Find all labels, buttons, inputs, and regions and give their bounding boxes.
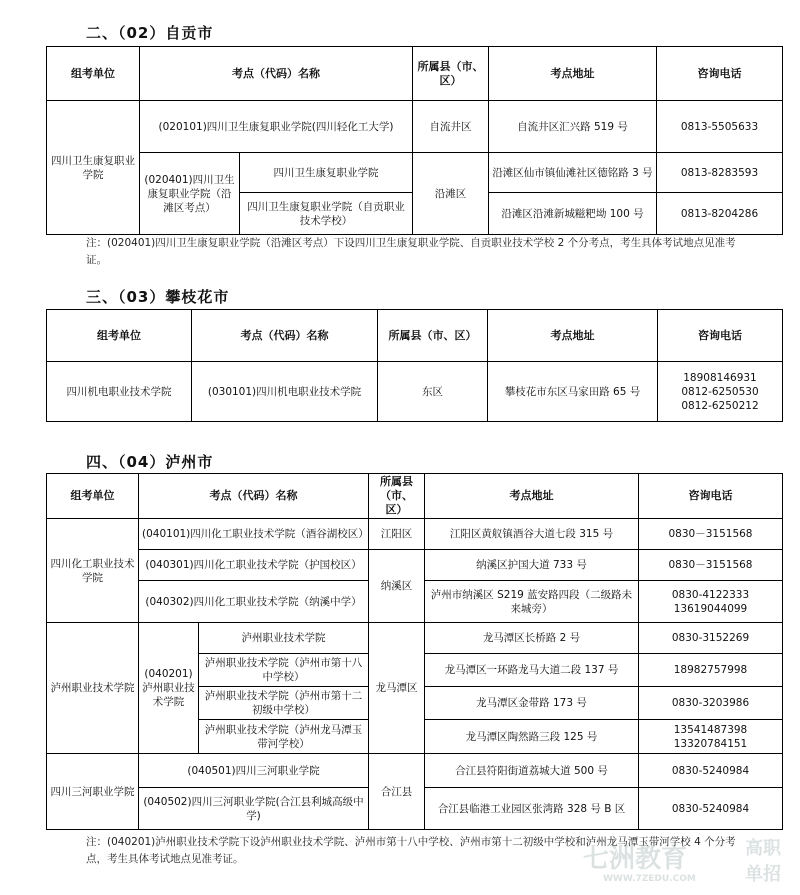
address: 自流井区汇兴路 519 号 [489,101,657,153]
address: 合江县临港工业园区张湾路 328 号 B 区 [425,788,639,830]
watermark-logo [575,830,800,895]
watermark-text: 单招 [745,864,781,885]
unit-cell: 四川机电职业技术学院 [47,362,192,422]
site-name: (040501)四川三河职业学院 [139,754,369,788]
header-address: 考点地址 [489,47,657,101]
sub-site-name: 四川卫生康复职业学院（自贡职业技术学校） [240,193,413,235]
address: 沿滩区仙市镇仙滩社区德铭路 3 号 [489,153,657,193]
header-address: 考点地址 [425,474,639,519]
phone: 0830-5240984 [639,754,783,788]
header-address: 考点地址 [488,310,658,362]
header-unit: 组考单位 [47,47,140,101]
phone [658,362,783,422]
header-phone: 咨询电话 [639,474,783,519]
county: 合江县 [369,754,425,830]
phone-line: 0812-6250530 [681,385,759,398]
site-name: (030101)四川机电职业技术学院 [192,362,378,422]
address: 龙马潭区陶然路三段 125 号 [425,720,639,754]
header-county: 所属县（市、区） [369,474,425,519]
phone: 0813-8204286 [657,193,783,235]
phone [639,720,783,754]
section-3-table [46,309,783,422]
phone-line: 0812-6250212 [681,399,759,412]
phone-line: 13619044099 [673,602,748,615]
section-2-note: 注：(020401)四川卫生康复职业学院（沿滩区考点）下设四川卫生康复职业学院、自贡职业技术学校 2 个分考点，考生具体考试地点见准考证。 [86,237,736,266]
address: 龙马潭区一环路龙马大道二段 137 号 [425,654,639,687]
address: 攀枝花市东区马家田路 65 号 [488,362,658,422]
sub-site-name: 泸州职业技术学院（泸州龙马潭玉带河学校） [199,720,369,754]
county: 沿滩区 [413,153,489,235]
site-name: (040302)四川化工职业技术学院（纳溪中学） [139,581,369,623]
address: 纳溪区护国大道 733 号 [425,550,639,581]
section-4-note: 注：(040201)泸州职业技术学院下设泸州职业技术学院、泸州市第十八中学校、泸州市第十二初级中学校和泸州龙马潭玉带河学校 4 个分考点，考生具体考试地点见准考证。 [86,836,736,865]
phone: 0813-8283593 [657,153,783,193]
section-2-heading: 二、（02）自贡市 [86,24,214,42]
site-name: (020101)四川卫生康复职业学院(四川轻化工大学) [140,101,413,153]
address: 泸州市纳溪区 S219 蓝安路四段（二级路未来城旁） [425,581,639,623]
site-name: (040502)四川三河职业学院(合江县利城高级中学) [139,788,369,830]
header-site: 考点（代码）名称 [139,474,369,519]
section-3-heading: 三、（03）攀枝花市 [86,288,230,306]
phone [639,581,783,623]
county: 自流井区 [413,101,489,153]
header-phone: 咨询电话 [657,47,783,101]
site-name: (040301)四川化工职业技术学院（护国校区） [139,550,369,581]
header-site: 考点（代码）名称 [140,47,413,101]
phone-line: 18908146931 [683,371,757,384]
phone: 0830-5240984 [639,788,783,830]
sub-site-name: 泸州职业技术学院（泸州市第十二初级中学校） [199,687,369,720]
phone-line: 13541487398 [673,723,748,736]
address: 龙马潭区金带路 173 号 [425,687,639,720]
county: 龙马潭区 [369,623,425,754]
address: 合江县符阳街道荔城大道 500 号 [425,754,639,788]
phone: 18982757998 [639,654,783,687]
watermark-text: 七洲教育 [583,844,688,874]
header-site: 考点（代码）名称 [192,310,378,362]
header-county: 所属县（市、区） [378,310,488,362]
section-4-heading: 四、（04）泸州市 [86,453,214,471]
phone: 0830-3203986 [639,687,783,720]
county: 东区 [378,362,488,422]
section-4-table [46,473,783,830]
unit-cell: 四川化工职业技术学院 [47,519,139,623]
phone: 0830-3152269 [639,623,783,654]
header-county: 所属县（市、区） [413,47,489,101]
phone-line: 0830-4122333 [671,588,750,601]
unit-cell: 四川卫生康复职业学院 [47,101,140,235]
unit-cell: 泸州职业技术学院 [47,623,139,754]
watermark-url: WWW.7ZEDU.COM [603,874,696,884]
section-2-table [46,46,783,235]
watermark-text: 高职 [745,838,781,859]
site-name: (040201)泸州职业技术学院 [139,623,199,754]
site-name: (020401)四川卫生康复职业学院（沿滩区考点） [140,153,240,235]
phone-line: 13320784151 [673,737,748,750]
address: 龙马潭区长桥路 2 号 [425,623,639,654]
unit-cell: 四川三河职业学院 [47,754,139,830]
address: 江阳区黄舣镇酒谷大道七段 315 号 [425,519,639,550]
sub-site-name: 四川卫生康复职业学院 [240,153,413,193]
phone: 0813-5505633 [657,101,783,153]
header-unit: 组考单位 [47,474,139,519]
site-name: (040101)四川化工职业技术学院（酒谷湖校区） [139,519,369,550]
sub-site-name: 泸州职业技术学院（泸州市第十八中学校） [199,654,369,687]
header-unit: 组考单位 [47,310,192,362]
county: 江阳区 [369,519,425,550]
address: 沿滩区沿滩新城糍粑坳 100 号 [489,193,657,235]
county: 纳溪区 [369,550,425,623]
sub-site-name: 泸州职业技术学院 [199,623,369,654]
header-phone: 咨询电话 [658,310,783,362]
phone: 0830－3151568 [639,550,783,581]
phone: 0830－3151568 [639,519,783,550]
